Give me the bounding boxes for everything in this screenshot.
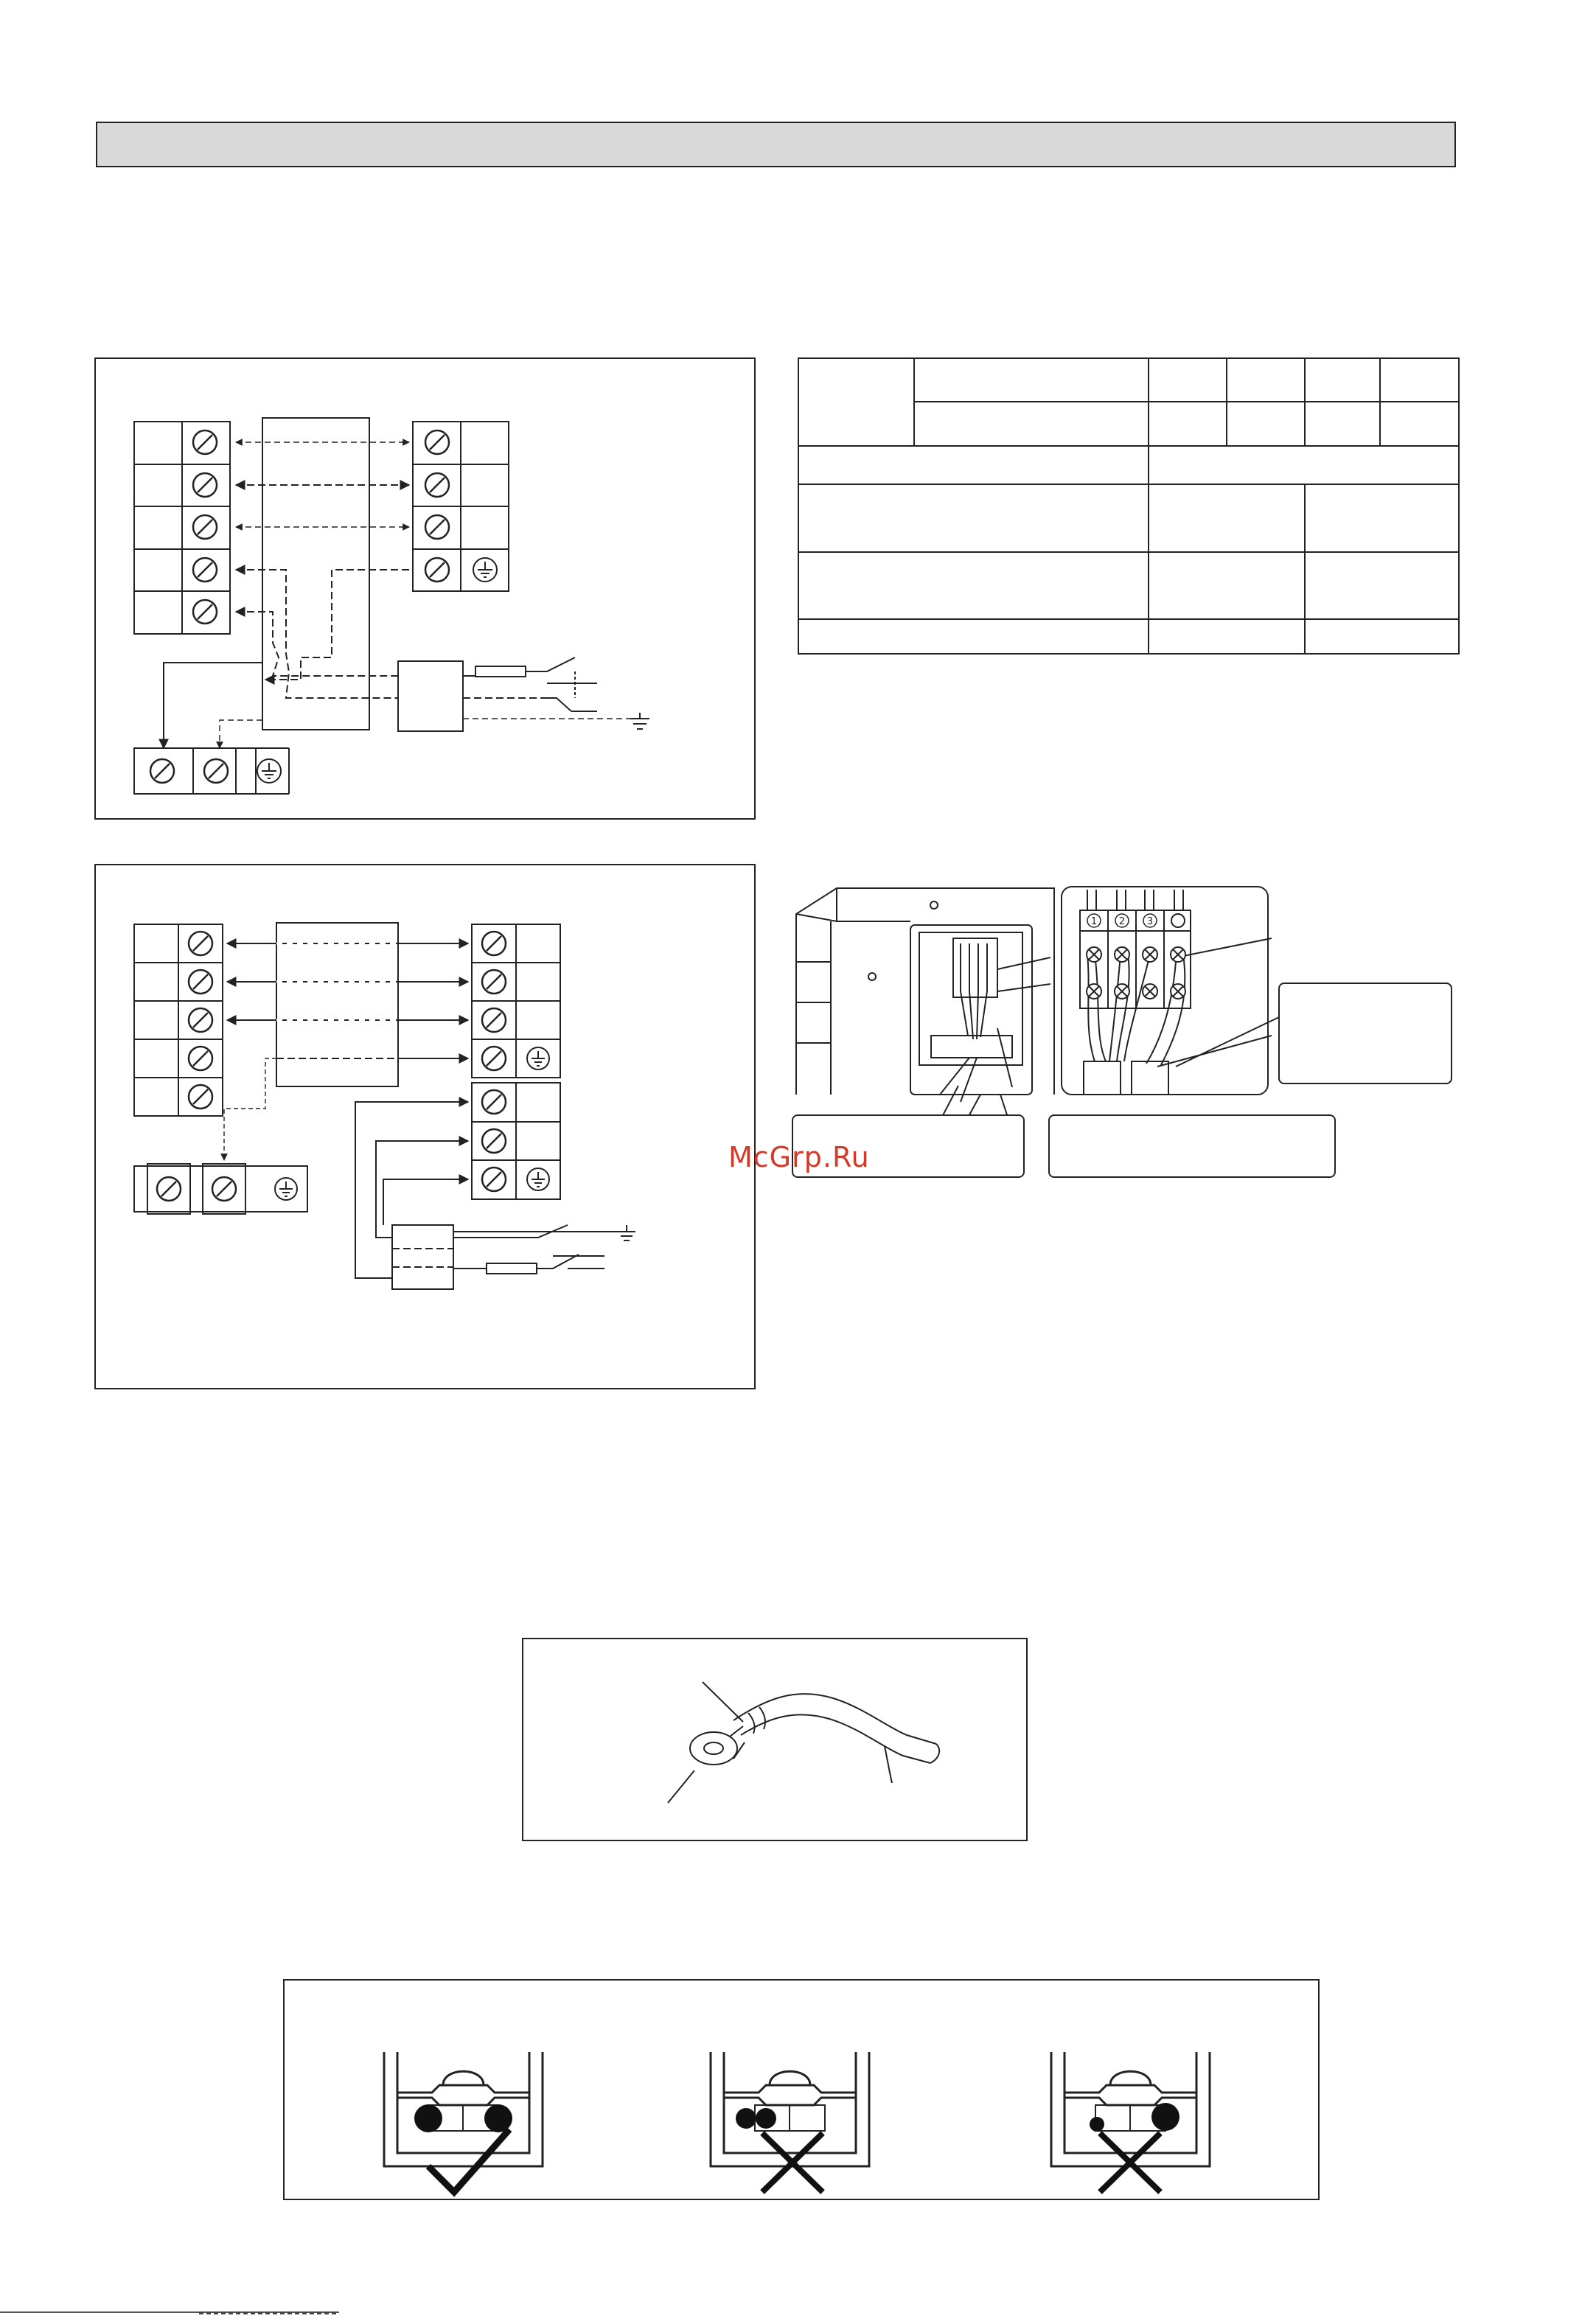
terminal-1-label: 1 — [1090, 916, 1098, 927]
callout-box-cable-right — [1048, 1114, 1336, 1178]
watermark-text: McGrp.Ru — [728, 1141, 870, 1173]
ring-terminal-panel — [522, 1638, 1028, 1841]
ring-terminal-icon — [523, 1639, 1029, 1843]
wire-connection-comparison — [285, 1981, 1321, 2202]
wiring-diagram-panel-2 — [94, 864, 756, 1389]
wire-connection-comparison-panel — [283, 1979, 1320, 2200]
terminal-3-label: 3 — [1146, 916, 1154, 927]
wire-spec-table — [798, 357, 1461, 656]
check-mark-icon — [428, 2129, 509, 2192]
wire-spec-table-grid — [798, 357, 1461, 656]
wiring-diagram-1 — [96, 359, 757, 821]
cross-mark-icon — [762, 2133, 823, 2192]
cross-mark-icon — [1100, 2133, 1160, 2192]
clamp-incorrect-both-one-side — [711, 2052, 869, 2192]
terminal-screw-icon — [193, 430, 217, 454]
section-header-bar — [96, 122, 1456, 167]
footer-rule-dashed — [199, 2311, 339, 2314]
ground-symbol-icon — [473, 558, 497, 582]
terminal-2-label: 2 — [1118, 916, 1126, 927]
clamp-correct — [384, 2052, 543, 2192]
clamp-incorrect-different-sizes — [1051, 2052, 1210, 2192]
wiring-diagram-2 — [96, 865, 757, 1391]
callout-box-cable-clamp — [1278, 983, 1452, 1084]
wiring-diagram-panel-1 — [94, 357, 756, 820]
